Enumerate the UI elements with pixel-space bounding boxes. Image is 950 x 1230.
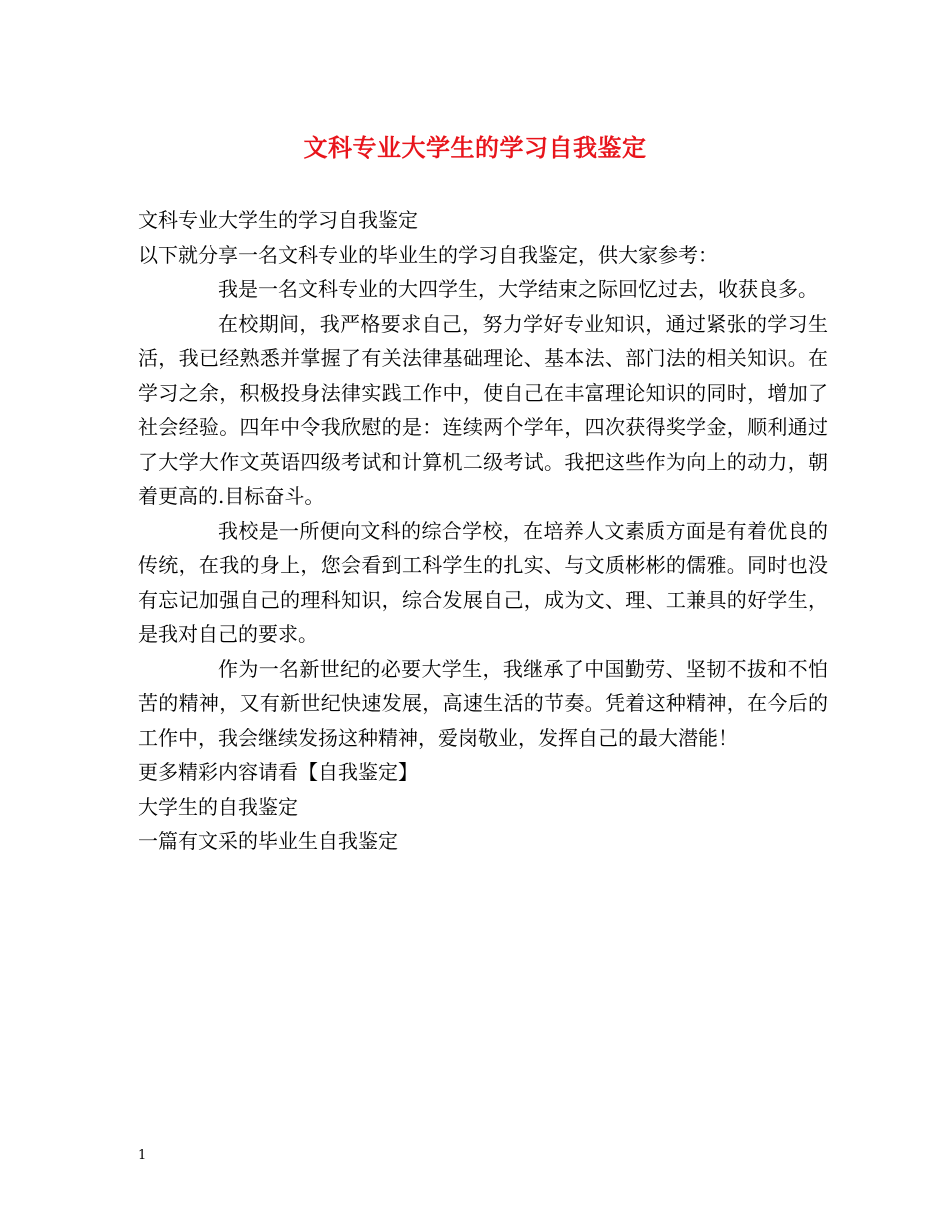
subtitle-line: 文科专业大学生的学习自我鉴定 (138, 208, 418, 232)
paragraph-4: 作为一名新世纪的必要大学生，我继承了中国勤劳、坚韧不拔和不怕苦的精神，又有新世纪快速发展，高速生活的节奏。凭着这种精神，在今后的工作中，我会继续发扬这种精神，爱岗敬业，发挥自己的最大潜能！ (138, 656, 828, 750)
paragraph-3: 我校是一所便向文科的综合学校，在培养人文素质方面是有着优良的传统，在我的身上，您会看到工科学生的扎实、与文质彬彬的儒雅。同时也没有忘记加强自己的理科知识，综合发展自己，成为文、理、工兼具的好学生，是我对自己的要求。 (138, 518, 828, 646)
document-body (138, 203, 828, 859)
paragraph-1: 我是一名文科专业的大四学生，大学结束之际回忆过去，收获良多。 (218, 277, 818, 301)
related-link-2[interactable]: 一篇有文采的毕业生自我鉴定 (138, 829, 398, 853)
page-number: 1 (138, 1148, 147, 1163)
document-title: 文科专业大学生的学习自我鉴定 (303, 133, 647, 162)
more-content-link[interactable]: 更多精彩内容请看【自我鉴定】 (138, 760, 418, 784)
paragraph-2: 在校期间，我严格要求自己，努力学好专业知识，通过紧张的学习生活，我已经熟悉并掌握了有关法律基础理论、基本法、部门法的相关知识。在学习之余，积极投身法律实践工作中，使自己在丰富理论知识的同时，增加了社会经验。四年中令我欣慰的是：连续两个学年，四次获得奖学金，顺利通过了大学大作文英语四级考试和计算机二级考试。我把这些作为向上的动力，朝着更高的.目标奋斗。 (138, 311, 828, 508)
related-link-1[interactable]: 大学生的自我鉴定 (138, 794, 298, 819)
intro-line: 以下就分享一名文科专业的毕业生的学习自我鉴定，供大家参考： (138, 242, 718, 267)
